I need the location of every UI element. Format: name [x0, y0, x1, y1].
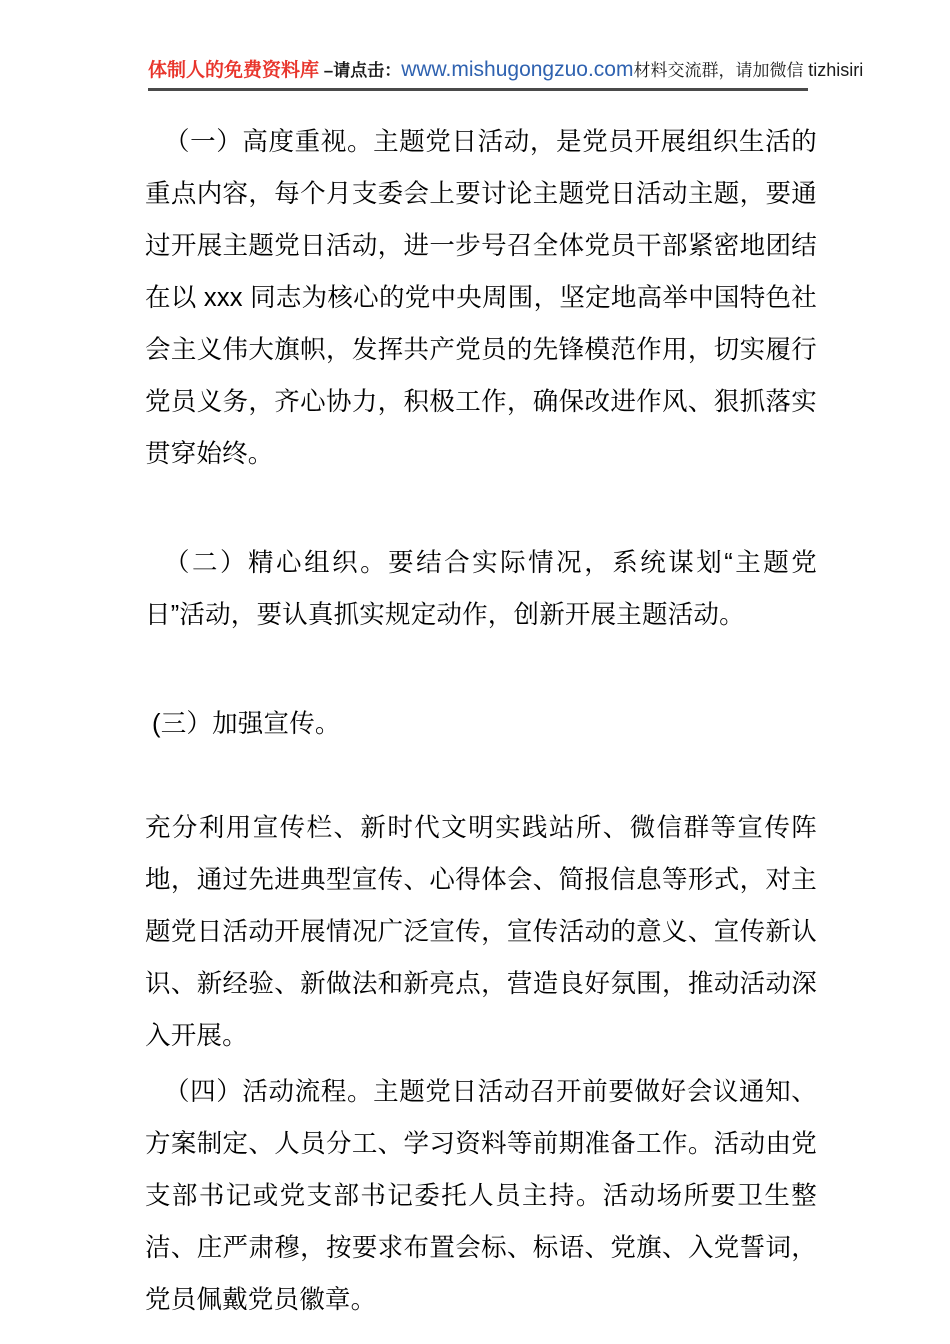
paragraph-spacer	[145, 750, 817, 802]
paragraph-section-4: （四）活动流程。主题党日活动召开前要做好会议通知、方案制定、人员分工、学习资料等前期准备工作。活动由党支部书记或党支部书记委托人员主持。活动场所要卫生整洁、庄严肃穆，按要求布置会标、标语、党旗、入党誓词，党员佩戴党员徽章。	[145, 1078, 817, 1314]
paragraph-spacer	[145, 641, 817, 698]
banner-prefix-text: –请点击：	[319, 61, 402, 80]
banner-wechat-handle: tizhisiri	[808, 60, 864, 80]
banner-brand-text: 体制人的免费资料库	[148, 60, 320, 81]
paragraph-section-1: （一）高度重视。主题党日活动，是党员开展组织生活的重点内容，每个月支委会上要讨论主题党日活动主题，要通过开展主题党日活动，进一步号召全体党员干部紧密地团结在以 xxx 同志为核心的党中央周围，坚定地高举中国特色社会主义伟大旗帜，发挥共产党员的先锋模范作用，切实履行党员义务，齐心协力，积极工作，确保改进作风、狠抓落实贯穿始终。	[145, 128, 817, 468]
banner-url-link[interactable]: www.mishugongzuo.com	[401, 58, 634, 81]
paragraph-section-3: (三）加强宣传。	[152, 710, 341, 738]
promo-banner	[148, 58, 864, 91]
paragraph-section-2: （二）精心组织。要结合实际情况，系统谋划“主题党日”活动，要认真抓实规定动作，创新开展主题活动。	[145, 549, 817, 629]
banner-tail-text: 材料交流群，请加微信	[633, 61, 809, 80]
document-body	[145, 116, 817, 1326]
paragraph-spacer	[145, 480, 817, 537]
paragraph-section-3-body: 充分利用宣传栏、新时代文明实践站所、微信群等宣传阵地，通过先进典型宣传、心得体会、简报信息等形式，对主题党日活动开展情况广泛宣传，宣传活动的意义、宣传新认识、新经验、新做法和新亮点，营造良好氛围，推动活动深入开展。	[145, 814, 817, 1050]
